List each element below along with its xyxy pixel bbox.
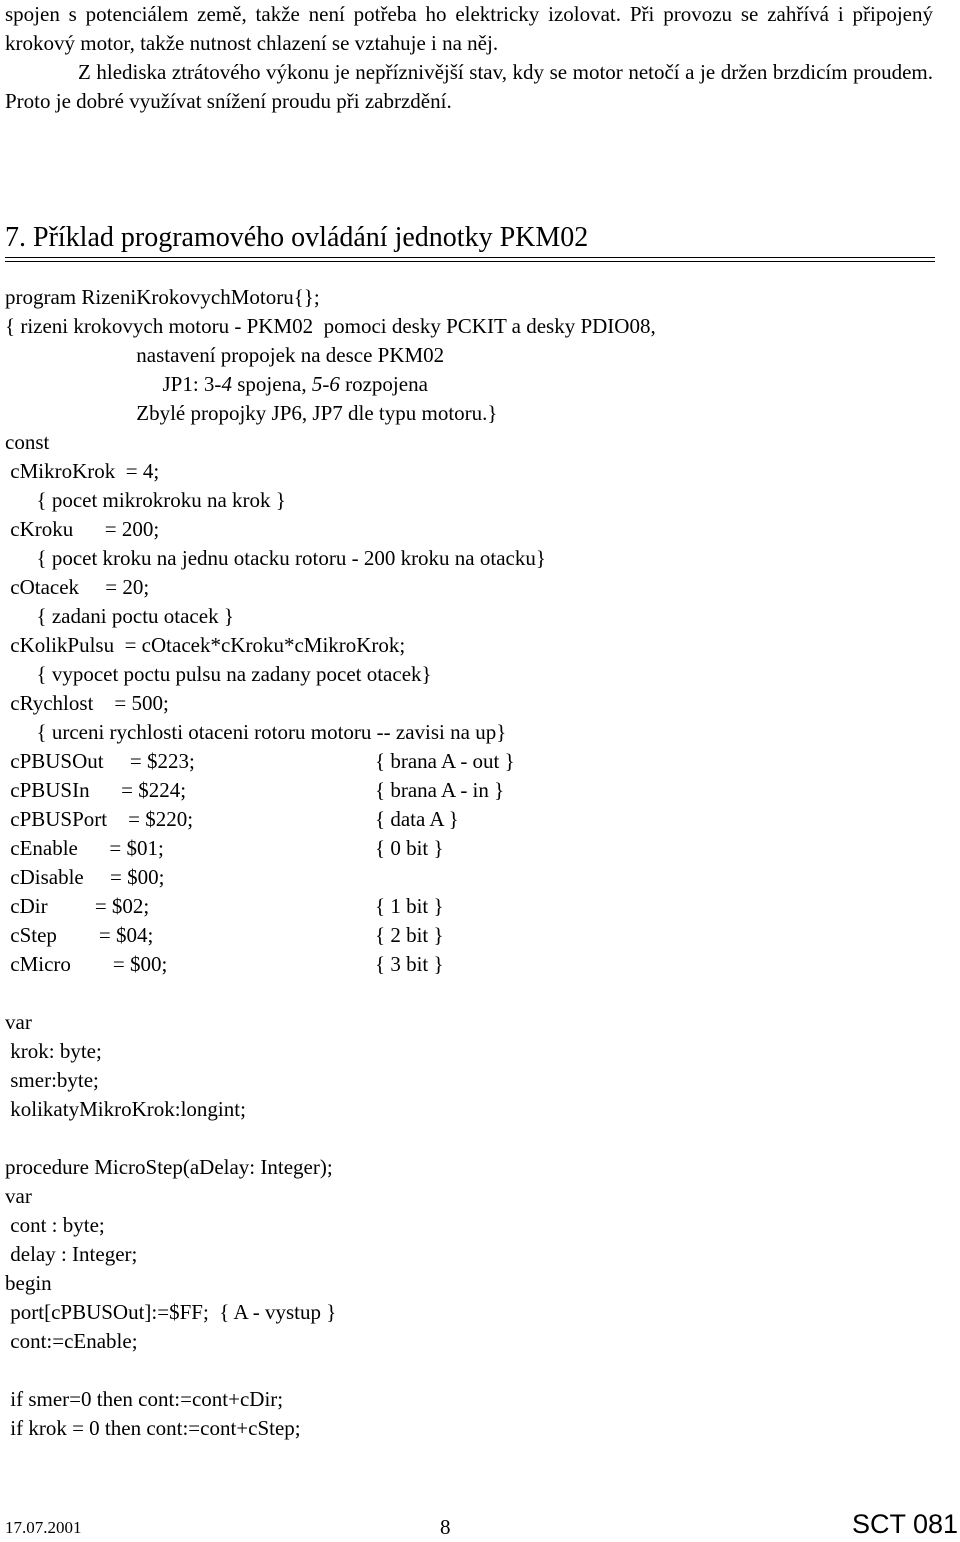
code-line xyxy=(5,950,945,979)
code-line: procedure MicroStep(aDelay: Integer); xyxy=(5,1155,333,1179)
code-line: cDisable = $00; xyxy=(5,865,165,889)
code-line: begin xyxy=(5,1271,52,1295)
code-text: cPBUSOut = $223; xyxy=(5,749,195,773)
code-line: cMikroKrok = 4; xyxy=(5,459,160,483)
code-line: delay : Integer; xyxy=(5,1242,138,1266)
code-line: Zbylé propojky JP6, JP7 dle typu motoru.} xyxy=(5,401,498,425)
section-title: 7. Příklad programového ovládání jednotky PKM02 xyxy=(5,222,589,253)
code-line xyxy=(5,776,945,805)
code-line xyxy=(5,370,945,399)
code-comment: { brana A - out } xyxy=(375,749,515,773)
code-comment: { 0 bit } xyxy=(375,836,444,860)
code-line xyxy=(5,921,945,950)
code-line xyxy=(5,805,945,834)
code-text: cEnable = $01; xyxy=(5,836,164,860)
title-rule-top xyxy=(5,257,935,258)
code-comment: { data A } xyxy=(375,807,459,831)
page-number: 8 xyxy=(440,1515,451,1539)
code-comment: { 3 bit } xyxy=(375,952,444,976)
code-line: cont:=cEnable; xyxy=(5,1329,138,1353)
code-text: JP1: 3- xyxy=(5,372,222,396)
code-text: cStep = $04; xyxy=(5,923,154,947)
code-comment: { 2 bit } xyxy=(375,923,444,947)
code-text: cDir = $02; xyxy=(5,894,150,918)
code-line xyxy=(5,892,945,921)
code-line: cRychlost = 500; xyxy=(5,691,169,715)
code-line: port[cPBUSOut]:=$FF; { A - vystup } xyxy=(5,1300,337,1324)
code-text: spojena, xyxy=(231,372,312,396)
code-line: { urceni rychlosti otaceni rotoru motoru -- zavisi na up} xyxy=(5,720,507,744)
document-id: SCT 081 xyxy=(851,1509,958,1539)
code-line: krok: byte; xyxy=(5,1039,102,1063)
code-line: const xyxy=(5,430,50,454)
code-line: { vypocet poctu pulsu na zadany pocet otacek} xyxy=(5,662,432,686)
intro-paragraph-1: spojen s potenciálem země, takže není potřeba ho elektricky izolovat. Při provozu se zahřívá i připojený krokový motor, takže nutnost chlazení se vztahuje i na něj. xyxy=(5,2,933,55)
code-line: nastavení propojek na desce PKM02 xyxy=(5,343,445,367)
code-line: cKolikPulsu = cOtacek*cKroku*cMikroKrok; xyxy=(5,633,406,657)
code-text-italic: 5-6 xyxy=(311,372,340,396)
title-rule-bottom xyxy=(5,261,935,262)
code-line: if smer=0 then cont:=cont+cDir; xyxy=(5,1387,284,1411)
code-line: cont : byte; xyxy=(5,1213,105,1237)
page-footer xyxy=(0,1509,960,1542)
code-line: cOtacek = 20; xyxy=(5,575,150,599)
code-listing xyxy=(5,283,945,1443)
code-line xyxy=(5,834,945,863)
code-line: var xyxy=(5,1184,32,1208)
code-text: cPBUSIn = $224; xyxy=(5,778,187,802)
footer-date: 17.07.2001 xyxy=(5,1518,82,1537)
blank-line xyxy=(5,979,945,1008)
code-line: program RizeniKrokovychMotoru{}; xyxy=(5,285,320,309)
code-line: { rizeni krokovych motoru - PKM02 pomoci desky PCKIT a desky PDIO08, xyxy=(5,314,656,338)
intro-paragraph-2: Z hlediska ztrátového výkonu je nepříznivější stav, kdy se motor netočí a je držen brzdicím proudem. Proto je dobré využívat snížení proudu při zabrzdění. xyxy=(5,60,933,113)
code-text: rozpojena xyxy=(339,372,428,396)
code-line xyxy=(5,747,945,776)
blank-line xyxy=(5,1124,945,1153)
code-line: { zadani poctu otacek } xyxy=(5,604,234,628)
code-line: kolikatyMikroKrok:longint; xyxy=(5,1097,246,1121)
intro-text xyxy=(5,0,933,116)
blank-line xyxy=(5,1356,945,1385)
code-text: cMicro = $00; xyxy=(5,952,168,976)
code-text-italic: 4 xyxy=(221,372,232,396)
code-line: if krok = 0 then cont:=cont+cStep; xyxy=(5,1416,301,1440)
code-line: { pocet kroku na jednu otacku rotoru - 200 kroku na otacku} xyxy=(5,546,546,570)
code-comment: { brana A - in } xyxy=(375,778,505,802)
code-line: var xyxy=(5,1010,32,1034)
code-line: cKroku = 200; xyxy=(5,517,160,541)
code-line: smer:byte; xyxy=(5,1068,99,1092)
code-line: { pocet mikrokroku na krok } xyxy=(5,488,286,512)
code-text: cPBUSPort = $220; xyxy=(5,807,194,831)
code-comment: { 1 bit } xyxy=(375,894,444,918)
